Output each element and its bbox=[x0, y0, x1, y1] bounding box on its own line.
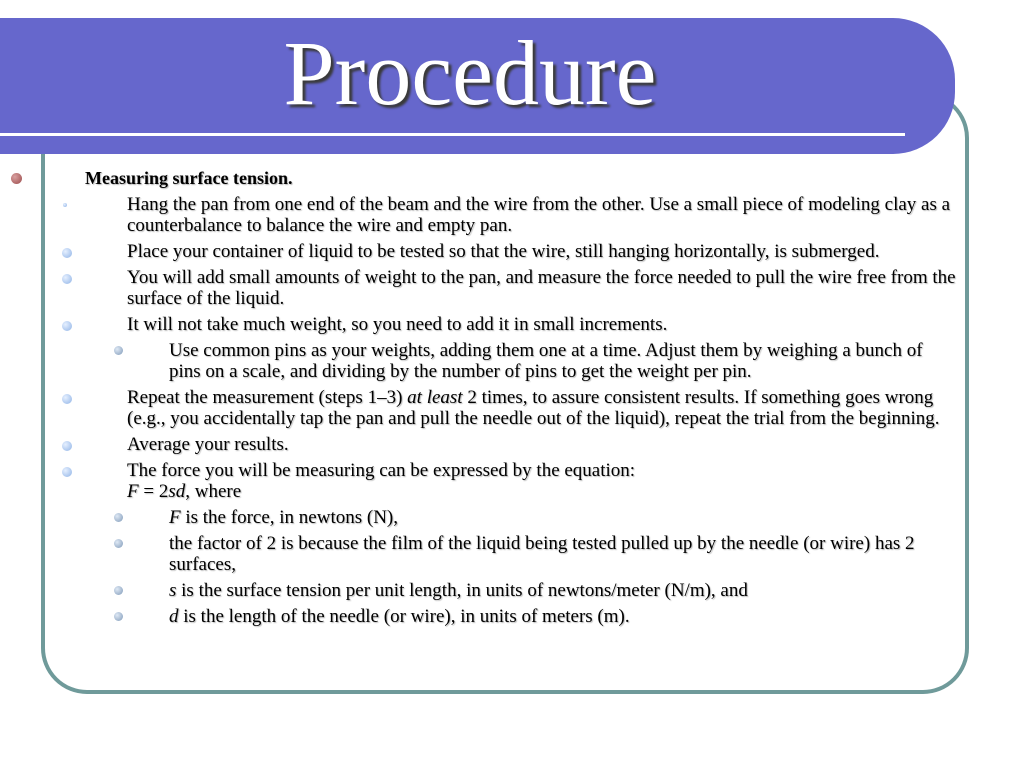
item-text: the factor of 2 is because the film of the liquid being tested pulled up by the needle (or wire) has 2 surfaces, bbox=[169, 533, 915, 575]
equation-end: , where bbox=[185, 481, 242, 502]
sub-list-item bbox=[0, 580, 1000, 601]
slide-body bbox=[0, 168, 1000, 627]
bullet-icon bbox=[114, 612, 123, 621]
banner-underline bbox=[0, 133, 905, 136]
item-text: Hang the pan from one end of the beam and the wire from the other. Use a small piece of modeling clay as a counterbalance to balance the wire and empty pan. bbox=[127, 194, 951, 236]
sub-list-item bbox=[0, 507, 1000, 528]
bullet-icon bbox=[62, 248, 72, 258]
bullet-icon bbox=[63, 203, 67, 207]
def-s-text: is the surface tension per unit length, in units of newtons/meter (N/m), and bbox=[176, 580, 748, 601]
item-text: Average your results. bbox=[127, 434, 289, 455]
item-text: Use common pins as your weights, adding them one at a time. Adjust them by weighing a bunch of pins on a scale, and dividing by the number of pins to get the weight per pin. bbox=[169, 340, 923, 382]
repeat-emphasis: at least bbox=[407, 387, 463, 408]
slide-title: Procedure bbox=[283, 22, 657, 124]
def-var-d: d bbox=[169, 606, 179, 627]
bullet-icon bbox=[114, 346, 123, 355]
bullet-icon bbox=[114, 539, 123, 548]
repeat-text-start: Repeat the measurement (steps 1–3) bbox=[127, 387, 408, 408]
item-text bbox=[0, 507, 954, 528]
bullet-icon bbox=[114, 513, 123, 522]
equation-var-sd: sd bbox=[168, 481, 186, 502]
list-item bbox=[0, 314, 1000, 335]
item-text: Place your container of liquid to be tested so that the wire, still hanging horizontally, is submerged. bbox=[127, 241, 880, 262]
sub-list-item bbox=[0, 340, 1000, 382]
item-text bbox=[0, 606, 954, 627]
list-item bbox=[0, 434, 1000, 455]
list-item bbox=[0, 241, 1000, 262]
list-item bbox=[0, 194, 1000, 236]
equation-text bbox=[0, 460, 957, 502]
bullet-icon bbox=[62, 274, 72, 284]
def-d-text: is the length of the needle (or wire), in units of meters (m). bbox=[178, 606, 630, 627]
item-text bbox=[0, 580, 954, 601]
equation-var-f: F bbox=[127, 481, 139, 502]
def-var-f: F bbox=[169, 507, 181, 528]
def-var-s: s bbox=[169, 580, 177, 601]
repeat-text-end: 2 times, to assure consistent results. If something goes wrong (e.g., you accidentally tap the pan and pull the needle out of the liquid), repeat the trial from the beginning. bbox=[127, 387, 940, 429]
list-item-equation bbox=[0, 460, 1000, 502]
bullet-icon bbox=[11, 173, 22, 184]
bullet-heading bbox=[0, 168, 1000, 189]
sub-list-item bbox=[0, 533, 1000, 575]
def-f-text: is the force, in newtons (N), bbox=[180, 507, 398, 528]
bullet-icon bbox=[62, 394, 72, 404]
bullet-icon bbox=[114, 586, 123, 595]
equation-intro: The force you will be measuring can be expressed by the equation: bbox=[127, 460, 636, 481]
sub-list-item bbox=[0, 606, 1000, 627]
item-text bbox=[0, 387, 957, 429]
list-item bbox=[0, 387, 1000, 429]
bullet-icon bbox=[62, 441, 72, 451]
bullet-icon bbox=[62, 467, 72, 477]
heading-text: Measuring surface tension. bbox=[85, 168, 293, 188]
item-text: It will not take much weight, so you need to add it in small increments. bbox=[127, 314, 668, 335]
list-item bbox=[0, 267, 1000, 309]
item-text: You will add small amounts of weight to the pan, and measure the force needed to pull the wire free from the surface of the liquid. bbox=[127, 267, 956, 309]
equation-mid: = 2 bbox=[138, 481, 169, 502]
bullet-icon bbox=[62, 321, 72, 331]
